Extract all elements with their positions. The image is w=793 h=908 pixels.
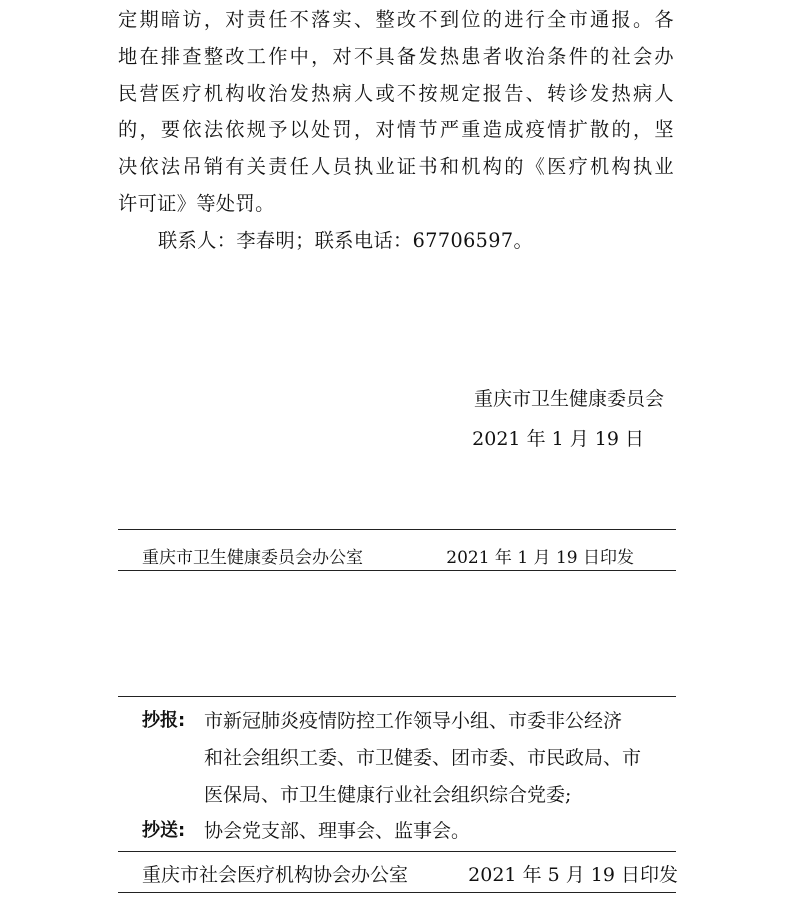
report-to-line: 和社会组织工委、市卫健委、团市委、市民政局、市	[204, 746, 642, 769]
body-line: 地在排查整改工作中，对不具备发热患者收治条件的社会办	[118, 44, 674, 68]
footer-top-rule	[118, 851, 676, 852]
report-to-text	[204, 703, 678, 813]
footer-date: 2021 年 5 月 19 日印发	[468, 864, 678, 886]
body-line: 民营医疗机构收治发热病人或不按规定报告、转诊发热病人	[118, 81, 674, 105]
body-paragraph	[118, 2, 678, 260]
issuer-office: 重庆市卫生健康委员会办公室	[142, 548, 363, 568]
body-line: 许可证》等处罚。	[118, 191, 275, 215]
report-to-line: 市新冠肺炎疫情防控工作领导小组、市委非公经济	[204, 710, 623, 732]
body-line: 的，要依法依规予以处罚，对情节严重造成疫情扩散的，坚	[118, 118, 674, 142]
report-to-line: 医保局、市卫生健康行业社会组织综合党委;	[204, 783, 572, 806]
body-line: 决依法吊销有关责任人员执业证书和机构的《医疗机构执业	[118, 155, 674, 179]
contact-line: 联系人：李春明；联系电话：67706597。	[158, 228, 534, 252]
copy-to-line: 协会党支部、理事会、监事会。	[204, 820, 471, 842]
issuer-date: 2021 年 1 月 19 日印发	[446, 548, 634, 568]
issuer-bottom-rule	[118, 570, 676, 571]
signature-org: 重庆市卫生健康委员会	[473, 388, 664, 410]
copy-to-text	[204, 813, 678, 850]
report-to-block	[142, 703, 682, 815]
copy-to-label: 抄送:	[142, 820, 186, 841]
signature-date: 2021 年 1 月 19 日	[472, 428, 644, 450]
footer-office: 重庆市社会医疗机构协会办公室	[142, 864, 409, 886]
copy-to-block	[142, 813, 682, 850]
distribution-top-rule	[118, 696, 676, 697]
footer-bottom-rule	[118, 892, 676, 893]
report-to-label: 抄报:	[142, 710, 186, 731]
body-line: 定期暗访，对责任不落实、整改不到位的进行全市通报。各	[118, 8, 674, 31]
issuer-top-rule	[118, 529, 676, 530]
